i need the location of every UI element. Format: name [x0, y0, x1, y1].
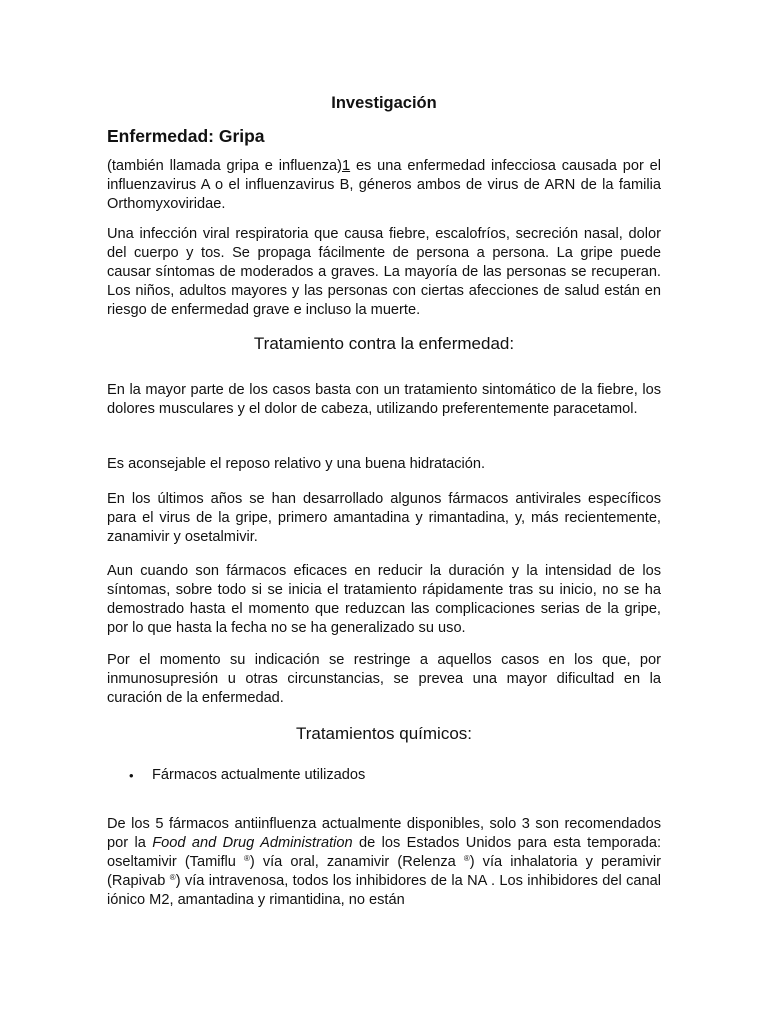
- drugs-text-2: de los Estados Unidos para esta temporada: oseltamivir (Tamiflu: [107, 835, 662, 870]
- disease-heading: Enfermedad: Gripa: [107, 126, 265, 146]
- treatment-paragraph-5: [107, 651, 661, 708]
- intro-text-start: (también llamada gripa e influenza): [107, 158, 342, 174]
- registered-mark-icon: ®: [243, 854, 250, 863]
- treatment-paragraph-4: [107, 562, 661, 638]
- intro-paragraph: [107, 157, 661, 214]
- treatment-text-2: Es aconsejable el reposo relativo y una buena hidratación.: [107, 456, 486, 472]
- drugs-text-3: ) vía oral, zanamivir (Relenza: [249, 854, 464, 870]
- bullet-icon: •: [129, 768, 134, 783]
- footnote-reference[interactable]: 1: [342, 158, 351, 174]
- treatment-text-4: Aun cuando son fármacos eficaces en reducir la duración y la intensidad de los síntomas, sobre todo si se inicia el tratamiento rápidamente tras su inicio, no se ha demostrado hasta el momento que reduzcan las complicaciones serias de la gripe, por lo que hasta la fecha no se ha generalizado su uso.: [107, 563, 661, 636]
- symptoms-paragraph: [107, 225, 661, 320]
- drugs-text-1: De los 5 fármacos antiinfluenza actualmente disponibles, solo 3 son recomendados por la: [107, 816, 661, 851]
- treatment-text-3: En los últimos años se han desarrollado algunos fármacos antivirales específicos para el virus de la gripe, primero amantadina y rimantadina, y, más recientemente, zanamivir y osetalmivir.: [107, 491, 661, 545]
- registered-mark-icon: ®: [463, 854, 470, 863]
- treatment-paragraph-3: [107, 490, 661, 547]
- drugs-text-4: ) vía inhalatoria y peramivir (Rapivab: [107, 854, 661, 889]
- registered-mark-icon: ®: [169, 873, 176, 882]
- document-title: Investigación: [331, 94, 437, 112]
- treatment-text-1: En la mayor parte de los casos basta con un tratamiento sintomático de la fiebre, los dolores musculares y el dolor de cabeza, utilizando preferentemente paracetamol.: [107, 382, 661, 417]
- drugs-text-5: ) vía intravenosa, todos los inhibidores de la NA . Los inhibidores del canal iónico M2, amantadina y rimantidina, no están: [107, 873, 661, 908]
- treatment-paragraph-1: [107, 381, 661, 419]
- chemical-section-heading: Tratamientos químicos:: [295, 724, 473, 743]
- fda-italic-text: Food and Drug Administration: [152, 835, 353, 851]
- drugs-paragraph: [107, 815, 661, 910]
- treatment-text-5: Por el momento su indicación se restringe a aquellos casos en los que, por inmunosupresión u otras circunstancias, se prevea una mayor dificultad en la curación de la enfermedad.: [107, 652, 661, 706]
- treatment-section-heading: Tratamiento contra la enfermedad:: [253, 334, 515, 353]
- bullet-item-text: Fármacos actualmente utilizados: [152, 767, 366, 783]
- intro-text-end: es una enfermedad infecciosa causada por el influenzavirus A o el influenzavirus B, géneros ambos de virus de ARN de la familia Orthomyxoviridae.: [107, 158, 661, 212]
- treatment-paragraph-2: [107, 455, 661, 474]
- symptoms-text: Una infección viral respiratoria que causa fiebre, escalofríos, secreción nasal, dolor del cuerpo y tos. Se propaga fácilmente de persona a persona. La gripe puede causar síntomas de moderados a graves. La mayoría de las personas se recuperan. Los niños, adultos mayores y las personas con ciertas afecciones de salud están en riesgo de enfermedad grave e incluso la muerte.: [107, 226, 661, 318]
- bullet-list-item: [129, 766, 365, 785]
